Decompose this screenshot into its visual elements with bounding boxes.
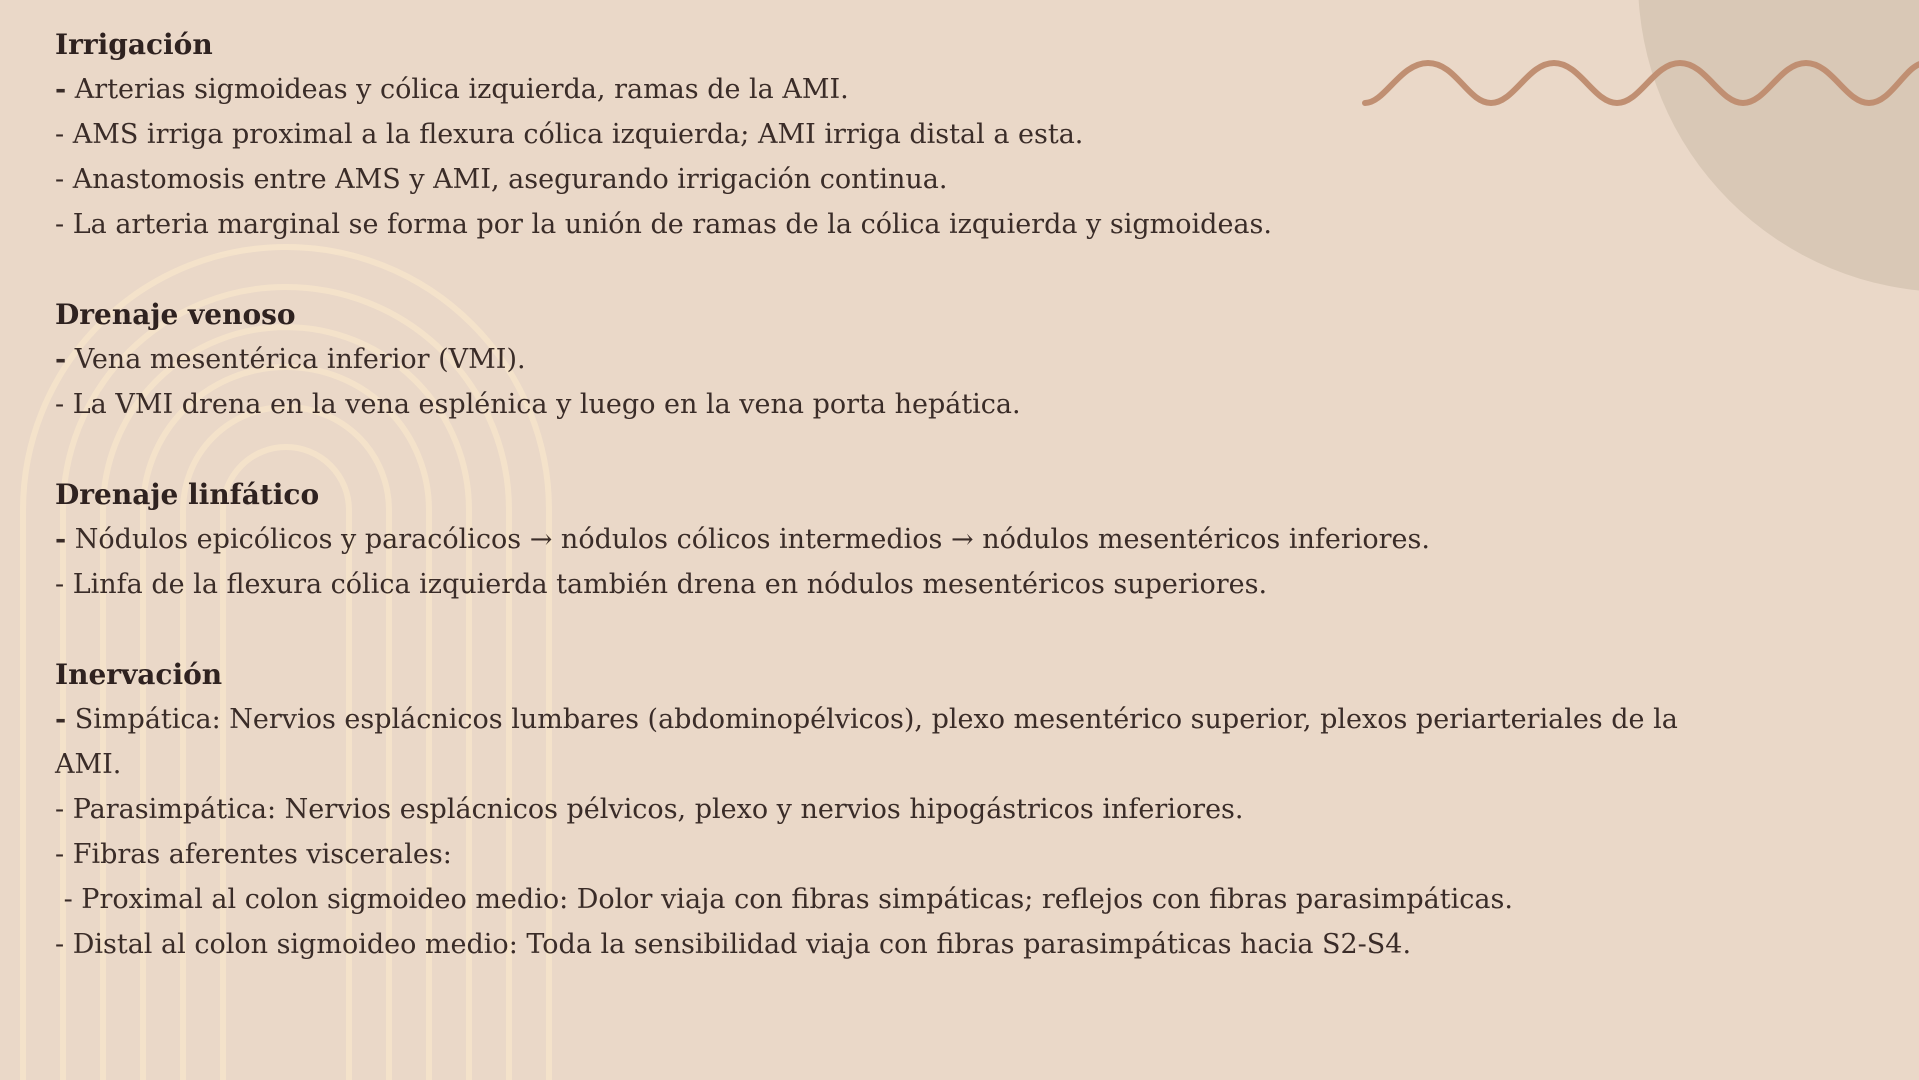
- decorative-wave: [1365, 63, 1919, 103]
- bullet-dash: -: [55, 389, 65, 420]
- list-item-text: Proximal al colon sigmoideo medio: Dolor viaja con fibras simpáticas; reflejos con fibras parasimpáticas.: [72, 884, 1513, 915]
- list-item-sub: [55, 877, 1513, 922]
- list-item-text: AMS irriga proximal a la flexura cólica izquierda; AMI irriga distal a esta.: [64, 119, 1084, 150]
- list-item: [55, 382, 1021, 427]
- bullet-dash: -: [55, 524, 67, 555]
- bullet-dash: -: [55, 704, 67, 735]
- decorative-circle: [1638, 0, 1919, 292]
- list-item-text: La VMI drena en la vena esplénica y luego en la vena porta hepática.: [64, 389, 1021, 420]
- list-item-continuation: [55, 742, 121, 787]
- list-item: [55, 562, 1267, 607]
- list-item: [55, 202, 1272, 247]
- list-item-text: Simpática: Nervios esplácnicos lumbares (abdominopélvicos), plexo mesentérico superior, plexos periarteriales de la: [66, 704, 1678, 735]
- list-item-text: Anastomosis entre AMS y AMI, asegurando irrigación continua.: [64, 164, 948, 195]
- bullet-dash: -: [55, 839, 65, 870]
- section-heading-irrigacion: Irrigación: [55, 28, 213, 61]
- list-item-text: Vena mesentérica inferior (VMI).: [66, 344, 526, 375]
- section-heading-inervacion: Inervación: [55, 658, 223, 691]
- bullet-dash: -: [55, 794, 65, 825]
- list-item-text: Nódulos epicólicos y paracólicos → nódulos cólicos intermedios → nódulos mesentéricos inferiores.: [66, 524, 1430, 555]
- list-item-text: La arteria marginal se forma por la unión de ramas de la cólica izquierda y sigmoideas.: [64, 209, 1272, 240]
- list-item: [55, 922, 1411, 967]
- bullet-dash: -: [55, 164, 65, 195]
- list-item-text: Parasimpática: Nervios esplácnicos pélvicos, plexo y nervios hipogástricos inferiores.: [64, 794, 1244, 825]
- list-item-text: Linfa de la flexura cólica izquierda también drena en nódulos mesentéricos superiores.: [64, 569, 1268, 600]
- bullet-dash: -: [55, 119, 65, 150]
- list-item-text: AMI.: [55, 749, 122, 780]
- list-item: [55, 832, 452, 877]
- bullet-dash: -: [55, 569, 65, 600]
- list-item: [55, 67, 849, 112]
- bullet-dash: -: [55, 884, 73, 915]
- list-item-text: Arterias sigmoideas y cólica izquierda, ramas de la AMI.: [66, 74, 849, 105]
- list-item: [55, 157, 947, 202]
- list-item: [55, 517, 1430, 562]
- section-heading-drenaje-linfatico: Drenaje linfático: [55, 478, 320, 511]
- bullet-dash: -: [55, 74, 67, 105]
- list-item: [55, 337, 526, 382]
- section-heading-drenaje-venoso: Drenaje venoso: [55, 298, 296, 331]
- list-item-text: Distal al colon sigmoideo medio: Toda la sensibilidad viaja con fibras parasimpáticas hacia S2-S4.: [64, 929, 1412, 960]
- list-item: [55, 697, 1678, 742]
- bullet-dash: -: [55, 209, 65, 240]
- list-item: [55, 787, 1244, 832]
- list-item-text: Fibras aferentes viscerales:: [64, 839, 452, 870]
- bullet-dash: -: [55, 929, 65, 960]
- list-item: [55, 112, 1083, 157]
- bullet-dash: -: [55, 344, 67, 375]
